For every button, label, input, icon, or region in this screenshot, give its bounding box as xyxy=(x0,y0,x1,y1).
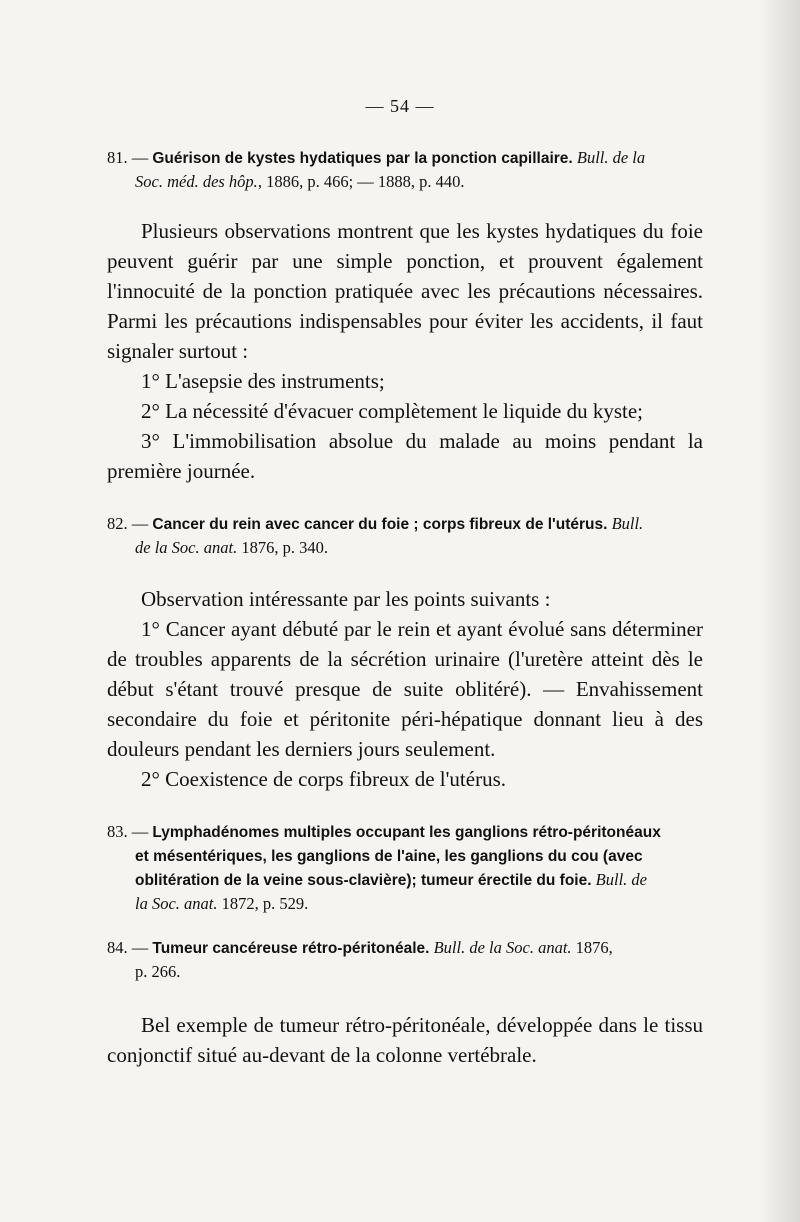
entry-dash: — xyxy=(127,938,153,957)
entry-title: et mésentériques, les ganglions de l'aine, les ganglions du cou (avec xyxy=(135,848,643,865)
entry-ref: Bull. de la xyxy=(572,148,646,167)
list-item: 2° Coexistence de corps fibreux de l'utérus. xyxy=(141,767,506,791)
entry-number: 83. xyxy=(107,822,128,841)
entry-ref: de la Soc. anat. xyxy=(135,538,238,557)
entry-82 xyxy=(107,512,707,559)
entry-ref-details: 1876, p. 340. xyxy=(237,538,328,557)
entry-title: Lymphadénomes multiples occupant les ganglions rétro-péritonéaux xyxy=(152,824,661,841)
paragraph-84 xyxy=(107,1010,703,1070)
entry-ref-details: , 1886, p. 466; — 1888, p. 440. xyxy=(257,172,465,191)
list-item: 1° L'asepsie des instruments; xyxy=(141,369,385,393)
paragraph-text: Observation intéressante par les points suivants : xyxy=(141,587,551,611)
entry-number: 84. xyxy=(107,938,128,957)
paragraph-text: Plusieurs observations montrent que les kystes hydatiques du foie peuvent guérir par une simple ponction, et prouvent également l'innocuité de la ponction pratiquée avec les précautions nécessaires. Parmi les précautions indispensables pour éviter les accidents, il faut signaler surtout : xyxy=(107,219,703,363)
paragraph-81 xyxy=(107,216,703,486)
entry-number: 81. xyxy=(107,148,128,167)
entry-ref-details: 1872, p. 529. xyxy=(217,894,309,913)
entry-ref: Bull. de la Soc. anat. xyxy=(429,938,572,957)
list-item: 3° L'immobilisation absolue du malade au moins pendant la première journée. xyxy=(107,429,703,483)
entry-ref: Bull. xyxy=(607,514,644,533)
page-edge-shadow xyxy=(760,0,800,1222)
entry-81 xyxy=(107,146,707,193)
list-item: 1° Cancer ayant débuté par le rein et ayant évolué sans déterminer de troubles apparents de la sécrétion urinaire (l'uretère atteint dès le début s'étant trouvé presque de suite oblitéré). — Envahissement secondaire du foie et péritonite péri-hépatique donnant lieu à des douleurs pendant les derniers jours seulement. xyxy=(107,617,703,761)
entry-number: 82. xyxy=(107,514,128,533)
entry-ref: Bull. de xyxy=(591,870,647,889)
list-item: 2° La nécessité d'évacuer complètement le liquide du kyste; xyxy=(141,399,644,423)
entry-dash: — xyxy=(127,514,153,533)
paragraph-82 xyxy=(107,584,703,794)
entry-84 xyxy=(107,936,707,983)
entry-dash: — xyxy=(127,148,153,167)
entry-83 xyxy=(107,820,707,915)
entry-title: Guérison de kystes hydatiques par la ponction capillaire. xyxy=(152,150,573,167)
page-number: — 54 — xyxy=(365,96,435,116)
entry-title: Tumeur cancéreuse rétro-péritonéale. xyxy=(152,940,430,957)
entry-dash: — xyxy=(127,822,153,841)
entry-ref: la Soc. anat. xyxy=(135,894,218,913)
entry-ref-details: 1876, xyxy=(571,938,613,957)
entry-title: Cancer du rein avec cancer du foie ; corps fibreux de l'utérus. xyxy=(152,516,608,533)
entry-ref: Soc. méd. des hôp. xyxy=(135,172,258,191)
entry-ref-details: p. 266. xyxy=(135,962,181,981)
paragraph-text: Bel exemple de tumeur rétro-péritonéale, développée dans le tissu conjonctif situé au-devant de la colonne vertébrale. xyxy=(107,1013,703,1067)
entry-title: oblitération de la veine sous-clavière); tumeur érectile du foie. xyxy=(135,872,592,889)
